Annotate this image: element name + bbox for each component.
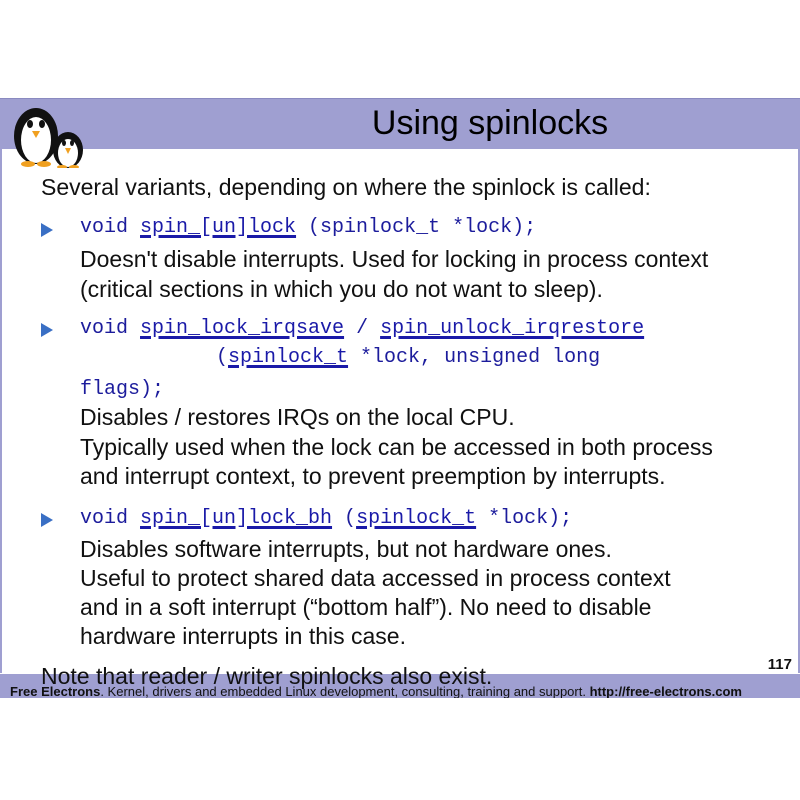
bullet-3-desc-line: and in a soft interrupt (“bottom half”). No need to disable — [80, 594, 652, 620]
code-keyword: void — [80, 317, 141, 340]
bullet-1-code — [80, 216, 536, 239]
triangle-bullet-icon — [40, 512, 54, 528]
code-text: / — [344, 317, 381, 340]
bullet-3-desc-line: Disables software interrupts, but not hardware ones. — [80, 536, 612, 562]
spin-unlock-irqrestore-link[interactable]: spin_unlock_irqrestore — [380, 317, 645, 340]
code-text: (spinlock_t *lock); — [296, 216, 537, 239]
bullet-2-desc-line: and interrupt context, to prevent preemption by interrupts. — [80, 463, 666, 489]
spin-unlock-link[interactable]: spin_[un]lock — [140, 216, 297, 239]
bullet-2-desc-line: Typically used when the lock can be accessed in both process — [80, 434, 713, 460]
bullet-1-desc-line: (critical sections in which you do not want to sleep). — [80, 276, 603, 302]
bullet-2-desc-line: Disables / restores IRQs on the local CPU. — [80, 404, 515, 430]
bullet-3-desc-line: Useful to protect shared data accessed in process context — [80, 565, 671, 591]
bullet-2-code-line-3: flags); — [80, 378, 165, 401]
footer-brand: Free Electrons — [10, 684, 101, 698]
code-text: *lock, unsigned long — [348, 346, 601, 369]
spinlock-t-link[interactable]: spinlock_t — [228, 346, 349, 369]
spinlock-t-link[interactable]: spinlock_t — [356, 507, 477, 530]
code-text: *lock); — [476, 507, 573, 530]
footer-url-link[interactable]: http://free-electrons.com — [589, 684, 742, 698]
triangle-bullet-icon — [40, 322, 54, 338]
bullet-2-code-line-2 — [216, 346, 600, 369]
spin-unlock-bh-link[interactable]: spin_[un]lock_bh — [140, 507, 333, 530]
code-keyword: void — [80, 507, 141, 530]
footer-description: . Kernel, drivers and embedded Linux development, consulting, training and support. — [100, 684, 590, 698]
code-text: ( — [332, 507, 357, 530]
page-number: 117 — [767, 656, 792, 673]
penguins-logo-icon — [6, 98, 92, 168]
note-text: Note that reader / writer spinlocks also exist. — [41, 663, 493, 689]
bullet-1-desc-line: Doesn't disable interrupts. Used for locking in process context — [80, 246, 709, 272]
footer-text — [10, 684, 742, 698]
bullet-2-code-line-1 — [80, 317, 644, 340]
code-keyword: void — [80, 216, 141, 239]
triangle-bullet-icon — [40, 222, 54, 238]
title-bar — [0, 98, 800, 149]
intro-text: Several variants, depending on where the spinlock is called: — [41, 174, 651, 200]
spin-lock-irqsave-link[interactable]: spin_lock_irqsave — [140, 317, 345, 340]
code-text: ( — [216, 346, 229, 369]
slide-title: Using spinlocks — [371, 104, 609, 142]
bullet-3-desc-line: hardware interrupts in this case. — [80, 623, 406, 649]
slide — [0, 98, 800, 698]
bullet-3-code — [80, 507, 572, 530]
frame-left — [0, 148, 2, 673]
